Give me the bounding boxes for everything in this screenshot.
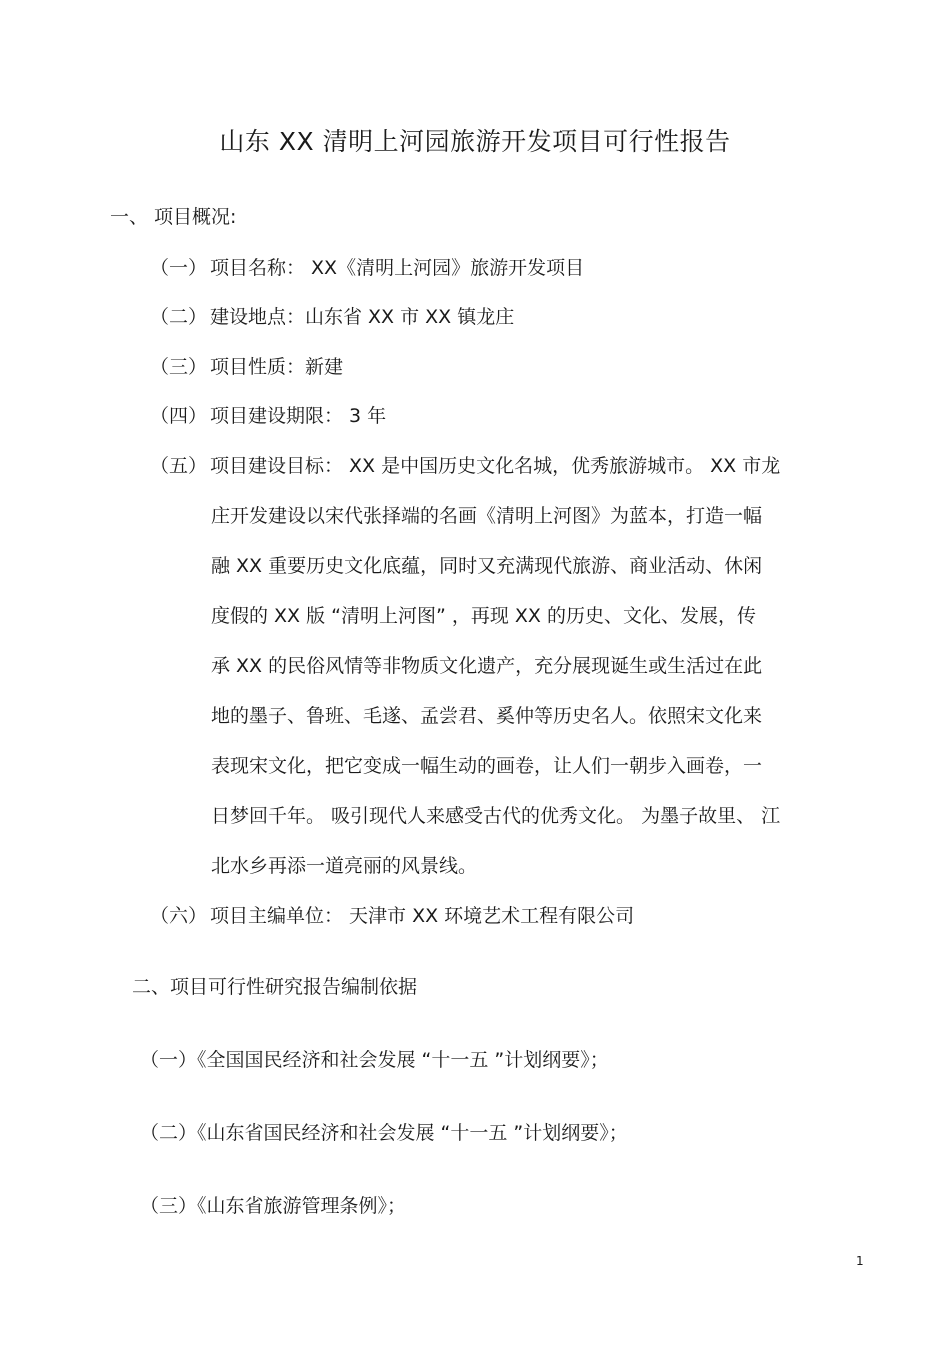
- overview-item: [150, 302, 514, 329]
- overview-item: [150, 901, 634, 928]
- item-number: （一）: [150, 257, 208, 279]
- section-heading-basis: 二、项目可行性研究报告编制依据: [132, 976, 418, 998]
- item-number: （二）: [150, 306, 208, 328]
- goal-text-line: 承 XX 的民俗风情等非物质文化遗产，充分展现诞生或生活过在此: [211, 655, 763, 677]
- section-heading-overview: 一、 项目概况:: [110, 206, 237, 228]
- overview-item: [150, 352, 343, 379]
- goal-text-line: 度假的 XX 版 “清明上河图” ，再现 XX 的历史、文化、发展，传: [211, 605, 756, 627]
- goal-text-line: 地的墨子、鲁班、毛遂、孟尝君、奚仲等历史名人。依照宋文化来: [211, 705, 763, 727]
- item-text: 项目主编单位： 天津市 XX 环境艺术工程有限公司: [210, 905, 635, 927]
- goal-text-line: 北水乡再添一道亮丽的风景线。: [211, 855, 478, 877]
- goal-text-line: 表现宋文化，把它变成一幅生动的画卷，让人们一朝步入画卷，一: [211, 755, 763, 777]
- document-title: 山东 XX 清明上河园旅游开发项目可行性报告: [219, 127, 731, 156]
- item-number: （四）: [150, 405, 208, 427]
- item-text: 项目建设期限： 3 年: [210, 405, 387, 427]
- goal-text-line: 融 XX 重要历史文化底蕴，同时又充满现代旅游、商业活动、休闲: [211, 555, 763, 577]
- item-text: 项目性质：新建: [210, 356, 344, 378]
- item-text: 项目名称： XX《清明上河园》旅游开发项目: [210, 257, 585, 279]
- goal-text-line: 日梦回千年。 吸引现代人来感受古代的优秀文化。 为墨子故里、 江: [211, 805, 781, 827]
- overview-item: [150, 401, 386, 428]
- item-text: 建设地点：山东省 XX 市 XX 镇龙庄: [210, 306, 515, 328]
- overview-item: [150, 451, 780, 478]
- reference-item: （一）《全国国民经济和社会发展 “十一五 ”计划纲要》；: [140, 1049, 609, 1071]
- reference-item: （二）《山东省国民经济和社会发展 “十一五 ”计划纲要》；: [140, 1122, 628, 1144]
- item-number: （六）: [150, 905, 208, 927]
- item-number: （五）: [150, 455, 208, 477]
- overview-item: [150, 253, 584, 280]
- reference-item: （三）《山东省旅游管理条例》；: [140, 1195, 407, 1217]
- page-number: 1: [856, 1254, 864, 1268]
- goal-text-line: 庄开发建设以宋代张择端的名画《清明上河图》为蓝本，打造一幅: [211, 505, 763, 527]
- item-text: 项目建设目标： XX 是中国历史文化名城，优秀旅游城市。 XX 市龙: [210, 455, 781, 477]
- item-number: （三）: [150, 356, 208, 378]
